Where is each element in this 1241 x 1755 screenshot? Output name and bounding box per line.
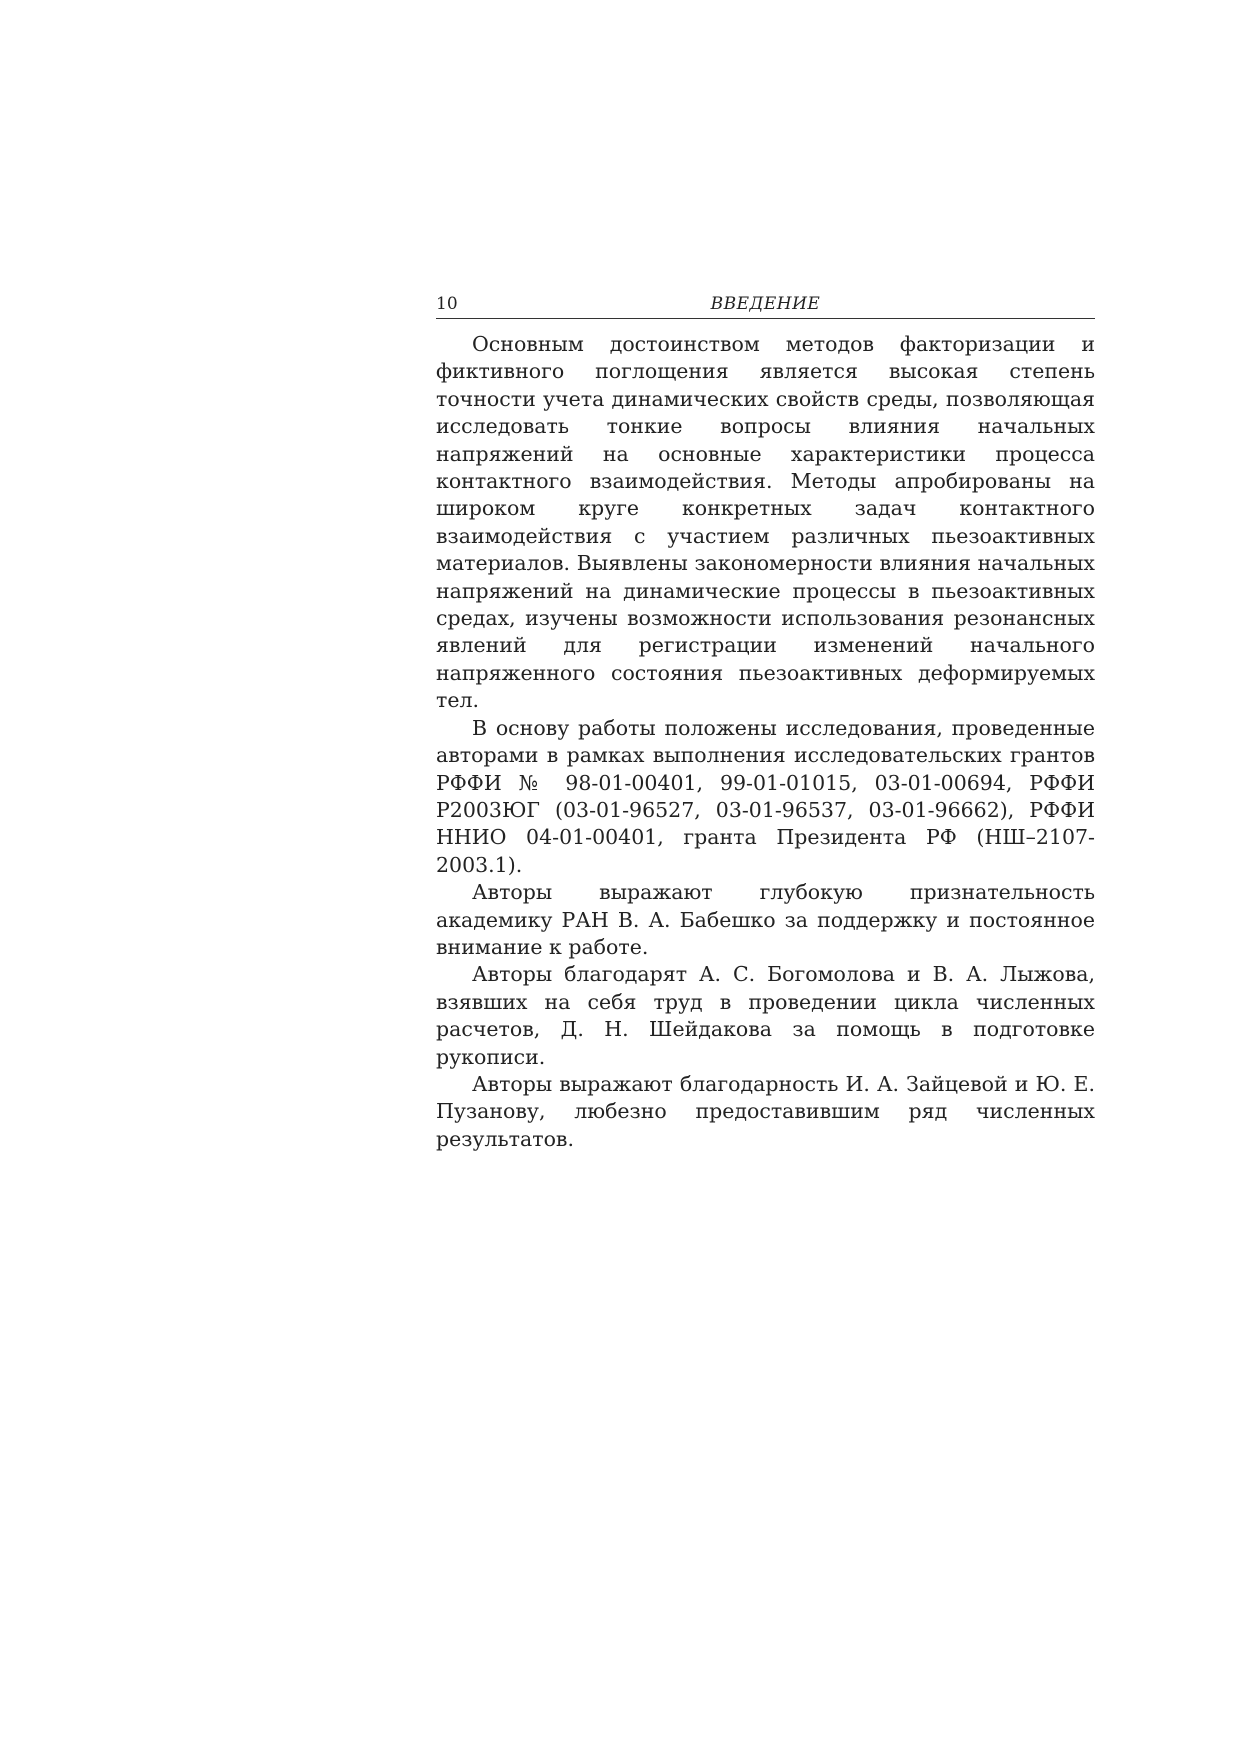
paragraph-grants: В основу работы положены исследования, проведенные авторами в рамках выполнения исследовательских грантов РФФИ № 98-01-00401, 99-01-01015, 03-01-00694, РФФИ Р2003ЮГ (03-01-96527, 03-01-96537, 03-01-96662), РФФИ ННИО 04-01-00401, гранта Президента РФ (НШ–2107-2003.1). bbox=[436, 715, 1095, 877]
running-head bbox=[436, 290, 1095, 319]
paragraph-acknowledgment-colleagues: Авторы благодарят А. С. Богомолова и В. А. Лыжова, взявших на себя труд в проведении цикла численных расчетов, Д. Н. Шейдакова за помощь в подготовке рукописи. bbox=[436, 962, 1095, 1069]
page-number: 10 bbox=[436, 294, 458, 314]
paragraph-acknowledgment-results: Авторы выражают благодарность И. А. Зайцевой и Ю. Е. Пузанову, любезно предоставившим ряд численных результатов. bbox=[436, 1071, 1095, 1151]
section-title: ВВЕДЕНИЕ bbox=[710, 294, 821, 314]
paragraph-acknowledgment-babeshko: Авторы выражают глубокую признательность академику РАН В. А. Бабешко за поддержку и постоянное внимание к работе. bbox=[436, 880, 1095, 959]
body-text bbox=[436, 331, 1095, 1153]
book-page bbox=[436, 290, 1095, 1153]
paragraph-advantages: Основным достоинством методов факторизации и фиктивного поглощения является высокая степень точности учета динамических свойств среды, позволяющая исследовать тонкие вопросы влияния начальных напряжений на основные характеристики процесса контактного взаимодействия. Методы апробированы на широком круге конкретных задач контактного взаимодействия с участием различных пьезоактивных материалов. Выявлены закономерности влияния начальных напряжений на динамические процессы в пьезоактивных средах, изучены возможности использования резонансных явлений для регистрации изменений начального напряженного состояния пьезоактивных деформируемых тел. bbox=[436, 332, 1095, 713]
